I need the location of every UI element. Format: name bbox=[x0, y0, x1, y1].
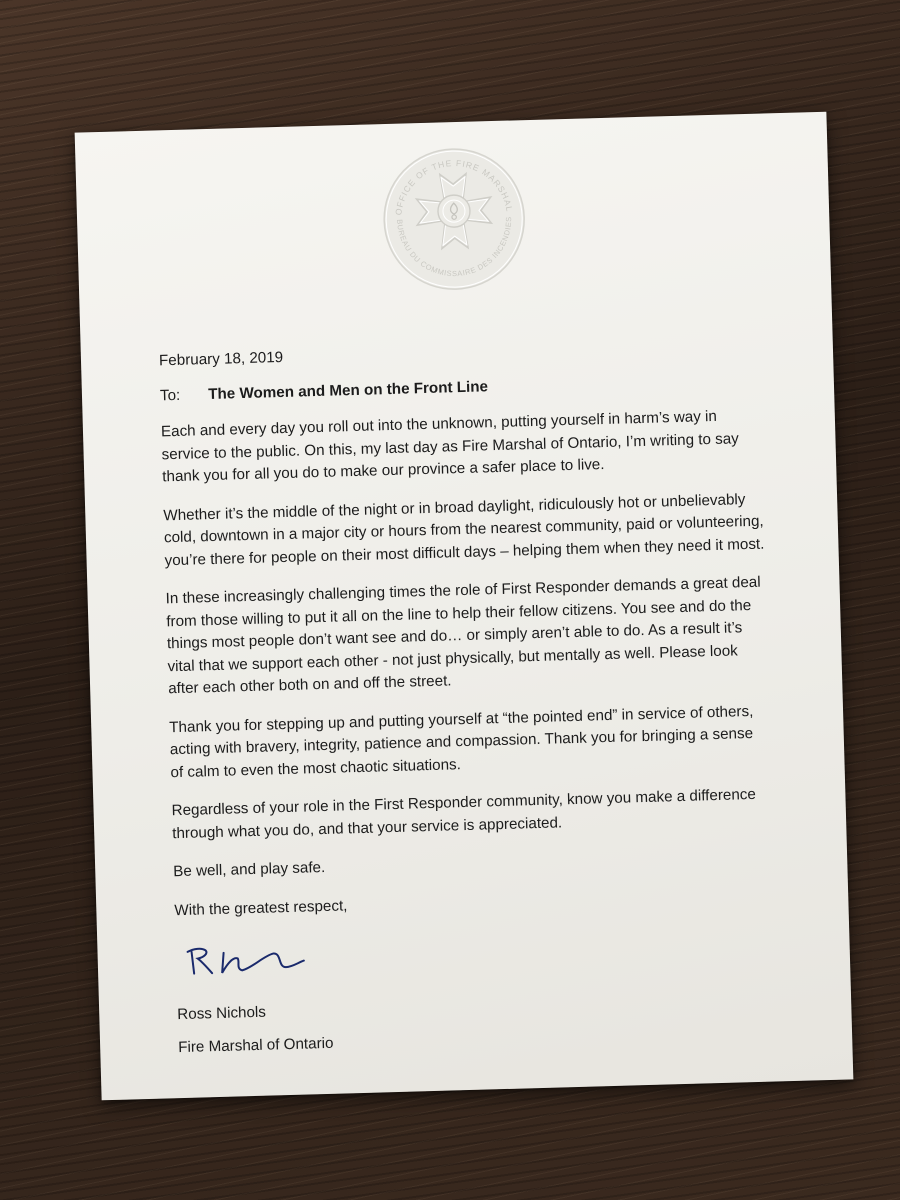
handwritten-signature-icon bbox=[181, 936, 312, 984]
letter-date: February 18, 2019 bbox=[158, 348, 284, 370]
paragraph: Be well, and play safe. bbox=[173, 858, 326, 881]
signature bbox=[181, 923, 776, 996]
paragraph: Each and every day you roll out into the unknown, putting yourself in harm’s way in service to the public. On this, my last day as Fire Marshal of Ontario, I’m writing to say thank you for all you do to make our province a safer place to live. bbox=[160, 407, 740, 486]
paragraph: Regardless of your role in the First Responder community, know you make a difference through what you do, and that your service is appreciated. bbox=[171, 785, 757, 842]
recipient-line bbox=[160, 368, 760, 407]
paragraph: Whether it’s the middle of the night or in broad daylight, ridiculously hot or unbelievably cold, downtown in a major city or hours from the nearest community, paid or volunteering, you’re there for people on their most difficult days – helping them when they need it most. bbox=[163, 490, 765, 569]
seal-text-top: OFFICE OF THE FIRE MARSHAL bbox=[393, 158, 515, 216]
closing: With the greatest respect, bbox=[174, 896, 348, 919]
signer-title: Fire Marshal of Ontario bbox=[177, 1034, 334, 1056]
to-label: To: bbox=[159, 386, 181, 404]
signer-name: Ross Nichols bbox=[177, 1003, 267, 1024]
maltese-cross-seal-icon bbox=[377, 142, 531, 296]
seal-text-bottom: BUREAU DU COMMISSAIRE DES INCENDIES bbox=[395, 216, 514, 279]
letter-paper bbox=[75, 112, 854, 1101]
letter-body bbox=[159, 334, 779, 1069]
embossed-seal bbox=[377, 142, 531, 296]
paragraph: In these increasingly challenging times the role of First Responder demands a great deal from those willing to put it all on the line to help their fellow citizens. You see and do the things most people don’t want see and do… or simply aren’t able to do. As a result it’s vital that we support each other - not just physically, but mentally as well. Please look after each other both on and off the street. bbox=[165, 573, 761, 698]
recipient: The Women and Men on the Front Line bbox=[207, 377, 489, 403]
paragraph: Thank you for stepping up and putting yourself at “the pointed end” in service of others, acting with bravery, integrity, patience and compassion. Thank you for bringing a sense of calm to even the most chaotic situations. bbox=[169, 702, 754, 781]
